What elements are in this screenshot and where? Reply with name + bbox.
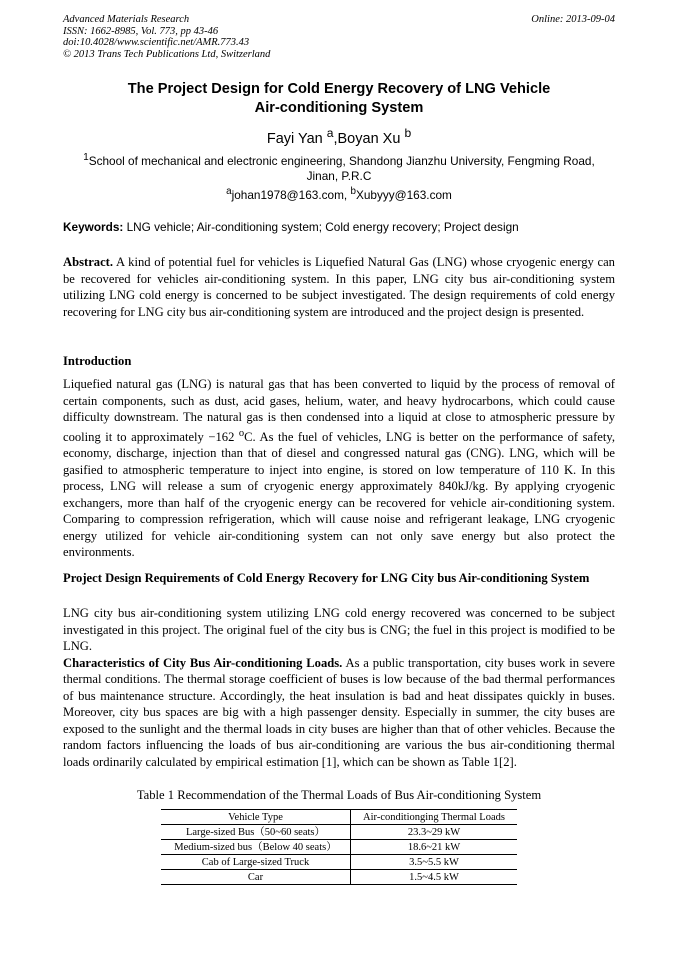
author-name: Fayi Yan	[266, 130, 323, 147]
doi-line: doi:10.4028/www.scientific.net/AMR.773.43	[63, 37, 250, 48]
table-cell: Car	[161, 870, 351, 885]
author-list	[63, 124, 615, 148]
keywords-text: LNG vehicle; Air-conditioning system; Cold energy recovery; Project design	[126, 220, 519, 234]
thermal-loads-table	[161, 809, 517, 885]
paper-title	[63, 80, 615, 118]
table-row	[161, 855, 517, 870]
journal-header	[63, 14, 615, 60]
table-cell: 23.3~29 kW	[351, 825, 518, 840]
email-superscript: a	[226, 186, 232, 197]
title-line-2: Air-conditioning System	[254, 100, 424, 116]
table-header-cell: Air-conditionging Thermal Loads	[351, 810, 518, 825]
table-cell: Medium-sized bus（Below 40 seats）	[161, 840, 351, 855]
introduction-text: C. As the fuel of vehicles, LNG is better on the performance of safety, economy, discharge, injection than that of diesel and congressed natural gas (CNG). LNG, which will be gasified to atmospheric temperature to inject into engine, is stored on low temperature of 110 K. In this process, LNG will release a sum of cryogenic energy approximately 840kJ/kg. By applying cryogenic exchangers, more than half of the cryogenic energy can be recovered for vehicle air-conditioning system. Comparing to compression refrigeration, which will cause noise and refrigerant leakage, LNG cryogenic energy utilized for vehicle air-conditioning system can not only save energy but also protect the environments.	[63, 429, 616, 560]
journal-name: Advanced Materials Research	[63, 14, 190, 25]
characteristics-text: As a public transportation, city buses work in severe thermal conditions. The thermal storage coefficient of buses is low because of the bad thermal performances of bus maintenance structure. Accordingly, the heat insulation is bad and heat dissipates quickly in buses. Moreover, city bus spaces are big with a high passenger density. Especially in summer, the city buses are exposed to the sunlight and the thermal loads in city buses are higher than that of other vehicles. Because the random factors influencing the loads of bus air-conditioning are various the bus air-conditioning thermal loads ordinarily calculated by empirical estimation [1], which can be shown as Table 1[2].	[63, 655, 615, 769]
author-superscript: b	[404, 126, 412, 140]
table-cell: Cab of Large-sized Truck	[161, 855, 351, 870]
project-paragraph: LNG city bus air-conditioning system utilizing LNG cold energy recovered was concerned to be subject investigated in this project. The original fuel of the city bus is CNG; the fuel in this project is modified to be LNG.	[63, 606, 615, 653]
table-caption: Table 1 Recommendation of the Thermal Loads of Bus Air-conditioning System	[136, 788, 542, 802]
abstract-text: A kind of potential fuel for vehicles is Liquefied Natural Gas (LNG) whose cryogenic energy can be recovered for vehicles air-conditioning system. In this paper, LNG city bus air-conditioning system utilizing LNG cold energy is concerned to be subject investigated. The design requirements of cold energy recovering for LNG city bus air-conditioning system are introduced and the project design is presented.	[63, 255, 615, 319]
author-separator: ,	[333, 130, 338, 147]
email-address: Xubyyy@163.com	[355, 187, 452, 202]
title-line-1: The Project Design for Cold Energy Recovery of LNG Vehicle	[127, 81, 551, 97]
table-cell: Large-sized Bus（50~60 seats）	[161, 825, 351, 840]
email-address: johan1978@163.com	[231, 187, 344, 202]
issn-line: ISSN: 1662-8985, Vol. 773, pp 43-46	[63, 25, 219, 37]
introduction-paragraph	[63, 376, 615, 561]
author-emails	[63, 184, 615, 203]
table-row	[161, 825, 517, 840]
email-separator: ,	[343, 187, 351, 202]
abstract	[63, 254, 615, 320]
affiliation	[63, 150, 615, 184]
section-paragraph	[63, 605, 615, 770]
affiliation-line-2: Jinan, P.R.C	[306, 168, 372, 183]
table-row	[161, 870, 517, 885]
author-superscript: a	[326, 126, 334, 140]
abstract-label: Abstract.	[63, 255, 114, 269]
affiliation-superscript: 1	[83, 152, 89, 163]
table-header-cell: Vehicle Type	[161, 810, 351, 825]
degree-superscript: o	[238, 427, 245, 439]
keywords-label: Keywords:	[63, 220, 124, 234]
table-cell: 1.5~4.5 kW	[351, 870, 518, 885]
section-heading: Project Design Requirements of Cold Energy Recovery for LNG City bus Air-conditioning System	[63, 571, 590, 585]
introduction-text: Liquefied natural gas (LNG) is natural gas that has been converted to liquid by the process of removal of certain components, such as dust, acid gases, helium, water, and heavy hydrocarbons, which could cause difficulty downstream. The natural gas is then condensed into a liquid at close to atmospheric pressure by cooling it to approximately −162	[63, 377, 615, 444]
affiliation-line-1: School of mechanical and electronic engineering, Shandong Jianzhu University, Fengming Road,	[88, 153, 595, 168]
copyright-line: © 2013 Trans Tech Publications Ltd, Switzerland	[63, 48, 271, 60]
table-cell: 3.5~5.5 kW	[351, 855, 518, 870]
table-cell: 18.6~21 kW	[351, 840, 518, 855]
characteristics-paragraph	[63, 655, 615, 771]
author-name: Boyan Xu	[337, 130, 401, 147]
online-date: Online: 2013-09-04	[531, 14, 615, 25]
introduction-heading: Introduction	[63, 354, 132, 368]
keywords	[63, 220, 615, 235]
characteristics-label: Characteristics of City Bus Air-conditioning Loads.	[63, 655, 343, 670]
email-superscript: b	[350, 186, 356, 197]
table-header-row	[161, 810, 517, 825]
table-row	[161, 840, 517, 855]
